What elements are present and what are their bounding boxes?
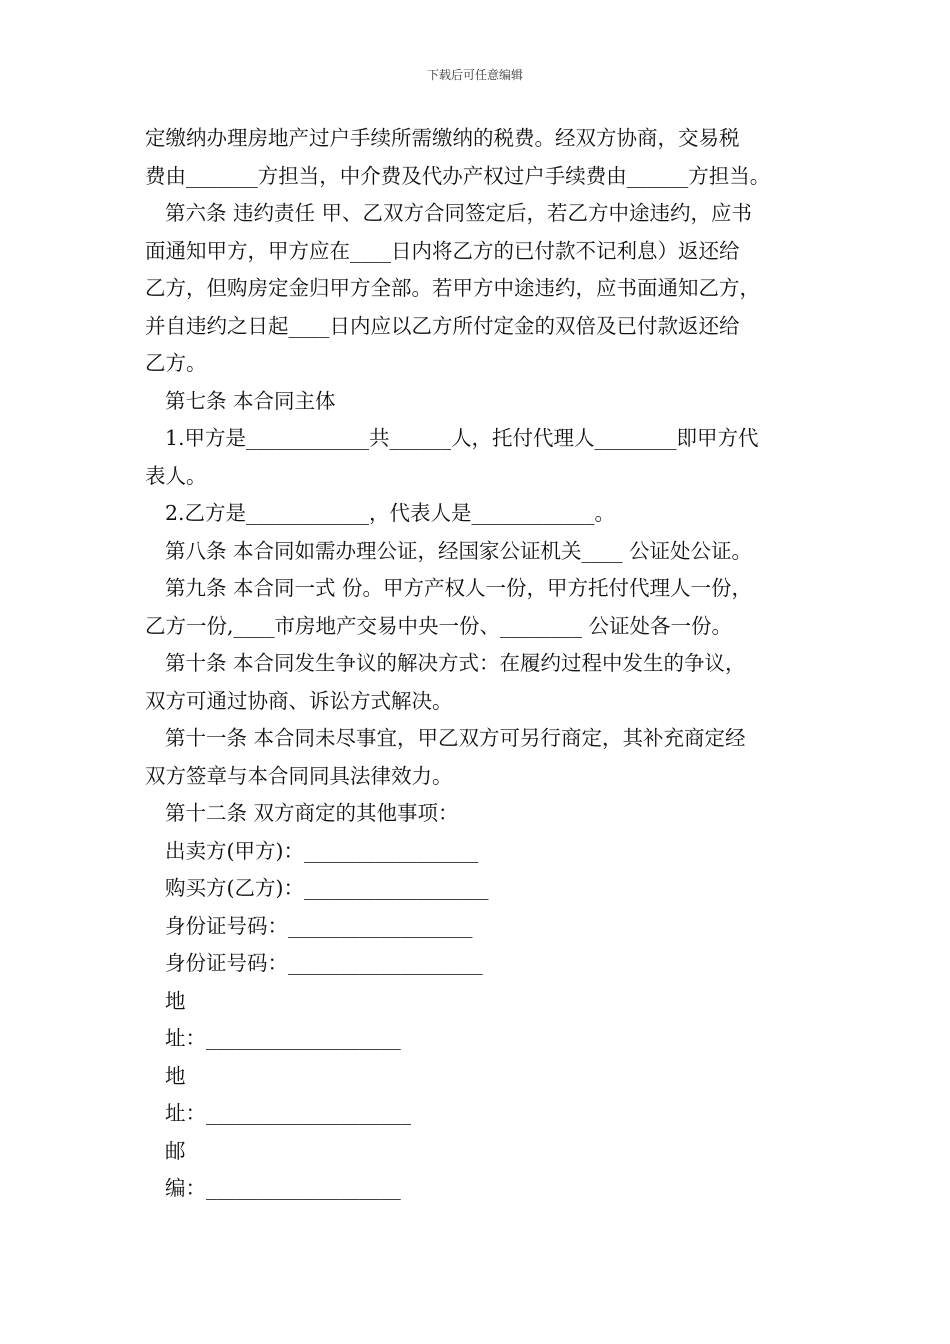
document-line: 第六条 违约责任 甲、乙双方合同签定后，若乙方中途违约，应书 [165,201,753,225]
document-line: 表人。 [145,463,207,488]
document-body [145,120,820,1208]
document-line: 第八条 本合同如需办理公证，经国家公证机关____ 公证处公证。 [165,538,753,563]
document-line: 乙方。 [145,351,207,375]
document-line: 1.甲方是____________共______人，托付代理人________即甲方代 [165,426,759,450]
document-line: 身份证号码：__________________ [165,913,473,938]
document-line: 邮 [165,1138,186,1163]
document-line: 并自违约之日起____日内应以乙方所付定金的双倍及已付款返还给 [145,313,740,338]
document-line: 费由_______方担当，中介费及代办产权过户手续费由______方担当。 [145,163,771,188]
document-line: 第十二条 双方商定的其他事项： [165,801,459,825]
document-line: 编：___________________ [165,1176,401,1200]
document-line: 购买方(乙方)：__________________ [165,876,489,900]
document-line: 第九条 本合同一式 份。甲方产权人一份，甲方托付代理人一份， [165,576,753,600]
document-line: 乙方一份,____市房地产交易中央一份、________ 公证处各一份。 [145,613,733,638]
document-line: 面通知甲方，甲方应在____日内将乙方的已付款不记利息）返还给 [145,238,740,263]
document-line: 出卖方(甲方)：_________________ [165,838,479,863]
document-line: 第十条 本合同发生争议的解决方式：在履约过程中发生的争议， [165,651,746,675]
document-line: 第七条 本合同主体 [165,388,336,413]
document-line: 第十一条 本合同未尽事宜，甲乙双方可另行商定，其补充商定经 [165,726,746,750]
document-line: 身份证号码：___________________ [165,951,483,975]
document-line: 地 [165,1063,186,1088]
page-header-note: 下载后可任意编辑 [426,68,523,82]
document-line: 乙方，但购房定金归甲方全部。若甲方中途违约，应书面通知乙方， [145,276,760,300]
document-line: 地 [165,988,186,1013]
document-line: 址：____________________ [165,1101,411,1125]
document-line: 双方可通过协商、诉讼方式解决。 [145,688,453,713]
document-line: 定缴纳办理房地产过户手续所需缴纳的税费。经双方协商，交易税 [145,126,740,150]
document-line: 址：___________________ [165,1026,401,1050]
document-line: 2.乙方是____________，代表人是____________。 [165,501,616,525]
document-line: 双方签章与本合同同具法律效力。 [145,763,453,788]
